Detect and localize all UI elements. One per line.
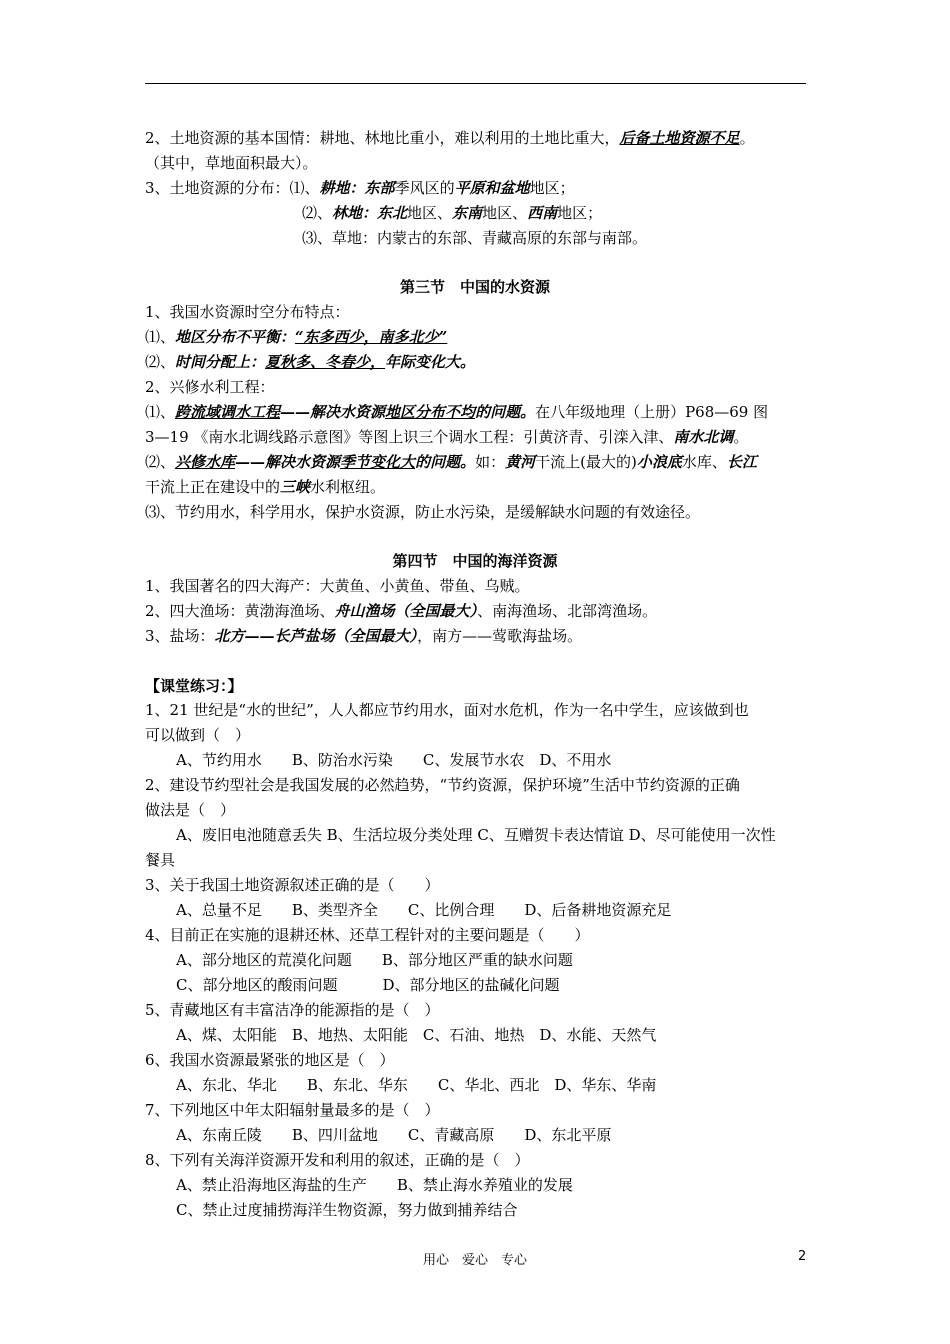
water-line-5: ⑴、跨流域调水工程——解决水资源地区分布不均的问题。在八年级地理（上册）P68—69 图 (145, 403, 769, 421)
question-3-options: A、总量不足 B、类型齐全 C、比例合理 D、后备耕地资源充足 (176, 901, 672, 919)
question-2: 2、建设节约型社会是我国发展的必然趋势，“节约资源，保护环境”生活中节约资源的正确 (145, 776, 740, 794)
question-5: 5、青藏地区有丰富洁净的能源指的是（ ） (145, 1001, 440, 1019)
question-1-options: A、节约用水 B、防治水污染 C、发展节水农 D、不用水 (176, 751, 612, 769)
water-line-7: ⑵、兴修水库——解决水资源季节变化大的问题。如：黄河干流上(最大的)小浪底水库、长江 (145, 453, 757, 471)
question-8: 8、下列有关海洋资源开发和利用的叙述，正确的是（ ） (145, 1151, 530, 1169)
question-3: 3、关于我国土地资源叙述正确的是（ ） (145, 876, 440, 894)
question-5-options: A、煤、太阳能 B、地热、太阳能 C、石油、地热 D、水能、天然气 (176, 1026, 657, 1044)
water-line-3: ⑵、时间分配上：夏秋多、冬春少，年际变化大。 (145, 353, 476, 371)
question-2-options-cont: 餐具 (145, 851, 176, 869)
water-line-1: 1、我国水资源时空分布特点： (145, 303, 350, 321)
question-7-options: A、东南丘陵 B、四川盆地 C、青藏高原 D、东北平原 (176, 1126, 612, 1144)
grassland-line: ⑶、草地：内蒙古的东部、青藏高原的东部与南部。 (302, 229, 648, 247)
land-line-2: （其中，草地面积最大）。 (145, 154, 318, 172)
question-8-options-1: A、禁止沿海地区海盐的生产 B、禁止海水养殖业的发展 (176, 1176, 573, 1194)
question-8-options-2: C、禁止过度捕捞海洋生物资源，努力做到捕养结合 (176, 1201, 518, 1219)
water-line-4: 2、兴修水利工程： (145, 378, 275, 396)
forest-line: ⑵、林地：东北地区、东南地区、西南地区； (302, 204, 603, 222)
ocean-line-2: 2、四大渔场：黄渤海渔场、舟山渔场（全国最大）、南海渔场、北部湾渔场。 (145, 602, 658, 620)
question-4: 4、目前正在实施的退耕还林、还草工程针对的主要问题是（ ） (145, 926, 590, 944)
section3-title: 第三节 中国的水资源 (399, 278, 550, 296)
question-1-cont: 可以做到（ ） (145, 726, 251, 744)
question-7: 7、下列地区中年太阳辐射量最多的是（ ） (145, 1101, 440, 1119)
water-line-2: ⑴、地区分布不平衡：“东多西少，南多北少” (145, 328, 448, 346)
question-4-options-2: C、部分地区的酸雨问题 D、部分地区的盐碱化问题 (176, 976, 560, 994)
section4-title: 第四节 中国的海洋资源 (392, 552, 558, 570)
land-line-1: 2、土地资源的基本国情：耕地、林地比重小，难以利用的土地比重大，后备土地资源不足。 (145, 129, 755, 147)
water-line-6: 3—19 《南水北调线路示意图》等图上识三个调水工程：引黄济青、引滦入津、南水北调。 (145, 428, 749, 446)
water-line-8: 干流上正在建设中的三峡水利枢纽。 (145, 478, 386, 496)
header-rule (145, 83, 806, 84)
question-2-cont: 做法是（ ） (145, 801, 236, 819)
question-6: 6、我国水资源最紧张的地区是（ ） (145, 1051, 395, 1069)
question-1: 1、21 世纪是“水的世纪”，人人都应节约用水，面对水危机，作为一名中学生，应该做到也 (145, 701, 749, 719)
question-4-options-1: A、部分地区的荒漠化问题 B、部分地区严重的缺水问题 (176, 951, 573, 969)
land-distribution-line: 3、土地资源的分布：⑴、耕地：东部季风区的平原和盆地地区； (145, 179, 575, 197)
ocean-line-1: 1、我国著名的四大海产：大黄鱼、小黄鱼、带鱼、乌贼。 (145, 577, 530, 595)
ocean-line-3: 3、盐场：北方——长芦盐场（全国最大），南方——莺歌海盐场。 (145, 627, 583, 645)
question-6-options: A、东北、华北 B、东北、华东 C、华北、西北 D、华东、华南 (176, 1076, 657, 1094)
exercise-heading: 【课堂练习：】 (145, 677, 243, 695)
question-2-options: A、废旧电池随意丢失 B、生活垃圾分类处理 C、互赠贺卡表达情谊 D、尽可能使用一次性 (176, 826, 776, 844)
water-line-9: ⑶、节约用水，科学用水，保护水资源，防止水污染，是缓解缺水问题的有效途径。 (145, 503, 701, 521)
page-number: 2 (798, 1249, 807, 1264)
footer-motto: 用心 爱心 专心 (422, 1253, 527, 1268)
